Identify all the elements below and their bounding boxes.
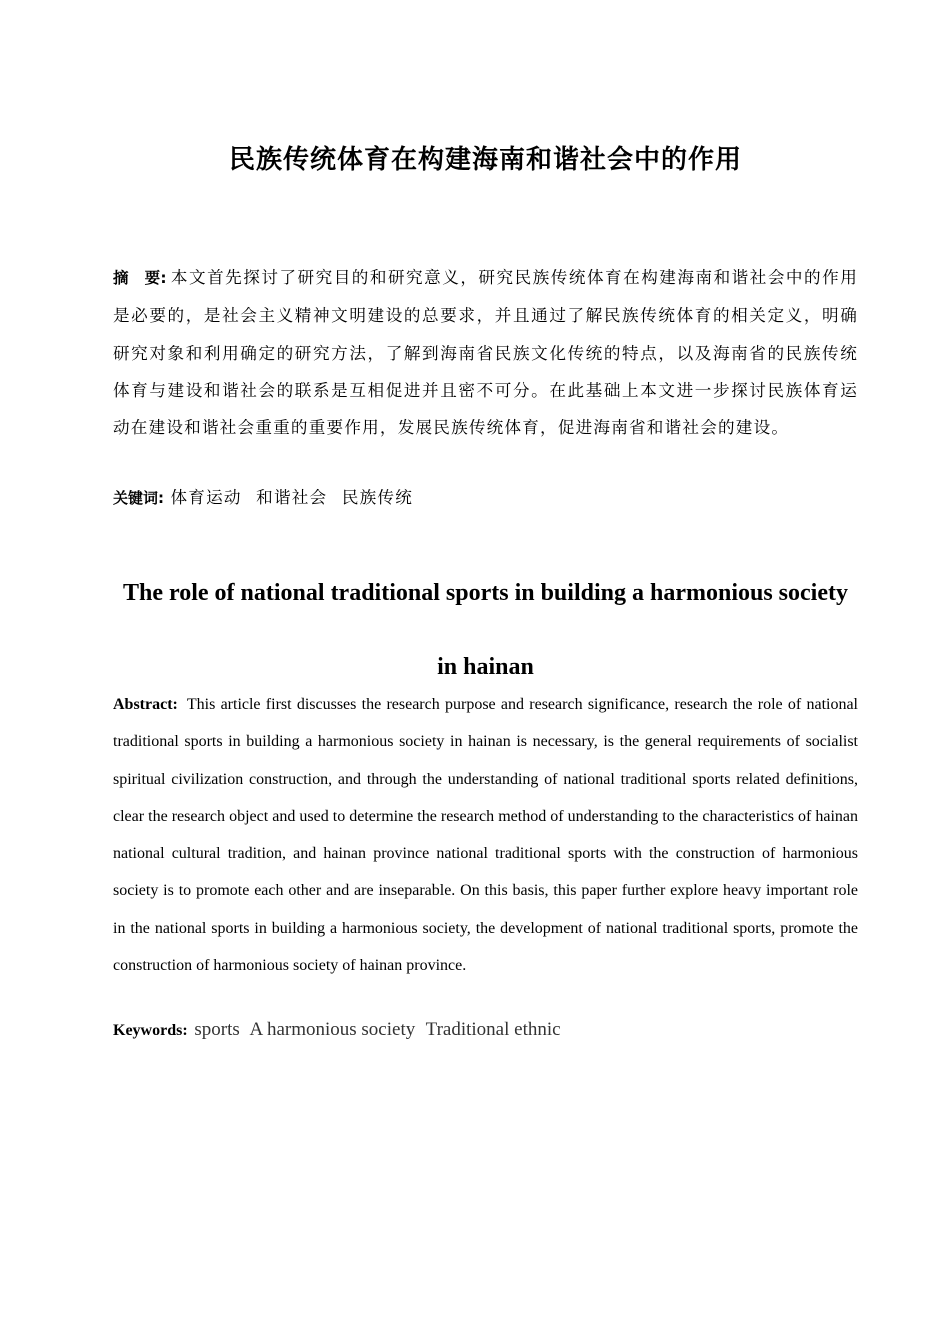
chinese-keywords [113,482,858,514]
english-abstract-text: This article first discusses the research purpose and research significance, research the role of national traditional sports in building a harmonious society in hainan is necessary, is the general requirements of socialist spiritual civilization construction, and through the understanding of national traditional sports related definitions, clear the research object and used to determine the research method of understanding to the characteristics of hainan national cultural tradition, and hainan province national traditional sports with the construction of harmonious society is to promote each other and are inseparable. On this basis, this paper further explore heavy important role in the national sports in building a harmonious society, the development of national traditional sports, promote the construction of harmonious society of hainan province. [113,696,859,975]
english-abstract-label: Abstract: [113,696,178,713]
chinese-keyword: 民族传统 [341,488,414,507]
english-keyword: sports [194,1019,240,1040]
english-keywords [113,1014,858,1047]
english-keyword: A harmonious society [249,1019,416,1040]
english-keywords-label: Keywords: [113,1022,188,1039]
english-keyword: Traditional ethnic [425,1019,561,1040]
chinese-keywords-label: 关键词: [113,489,164,507]
chinese-title: 民族传统体育在构建海南和谐社会中的作用 [228,145,742,175]
english-title-line-2: in hainan [437,654,534,680]
chinese-keyword: 和谐社会 [256,488,328,507]
chinese-keyword: 体育运动 [170,488,242,507]
english-title [113,556,858,704]
chinese-abstract-text: 本文首先探讨了研究目的和研究意义，研究民族传统体育在构建海南和谐社会中的作用是必要的，是社会主义精神文明建设的总要求，并且通过了解民族传统体育的相关定义，明确研究对象和利用确定的研究方法，了解到海南省民族文化传统的特点，以及海南省的民族传统体育与建设和谐社会的联系是互相促进并且密不可分。在此基础上本文进一步探讨民族体育运动在建设和谐社会重重的重要作用，发展民族传统体育，促进海南省和谐社会的建设。 [113,268,858,438]
chinese-abstract-label: 摘 要: [113,269,167,287]
english-abstract [113,686,858,984]
english-title-line-1: The role of national traditional sports in building a harmonious society [123,580,848,606]
chinese-abstract [113,259,858,446]
